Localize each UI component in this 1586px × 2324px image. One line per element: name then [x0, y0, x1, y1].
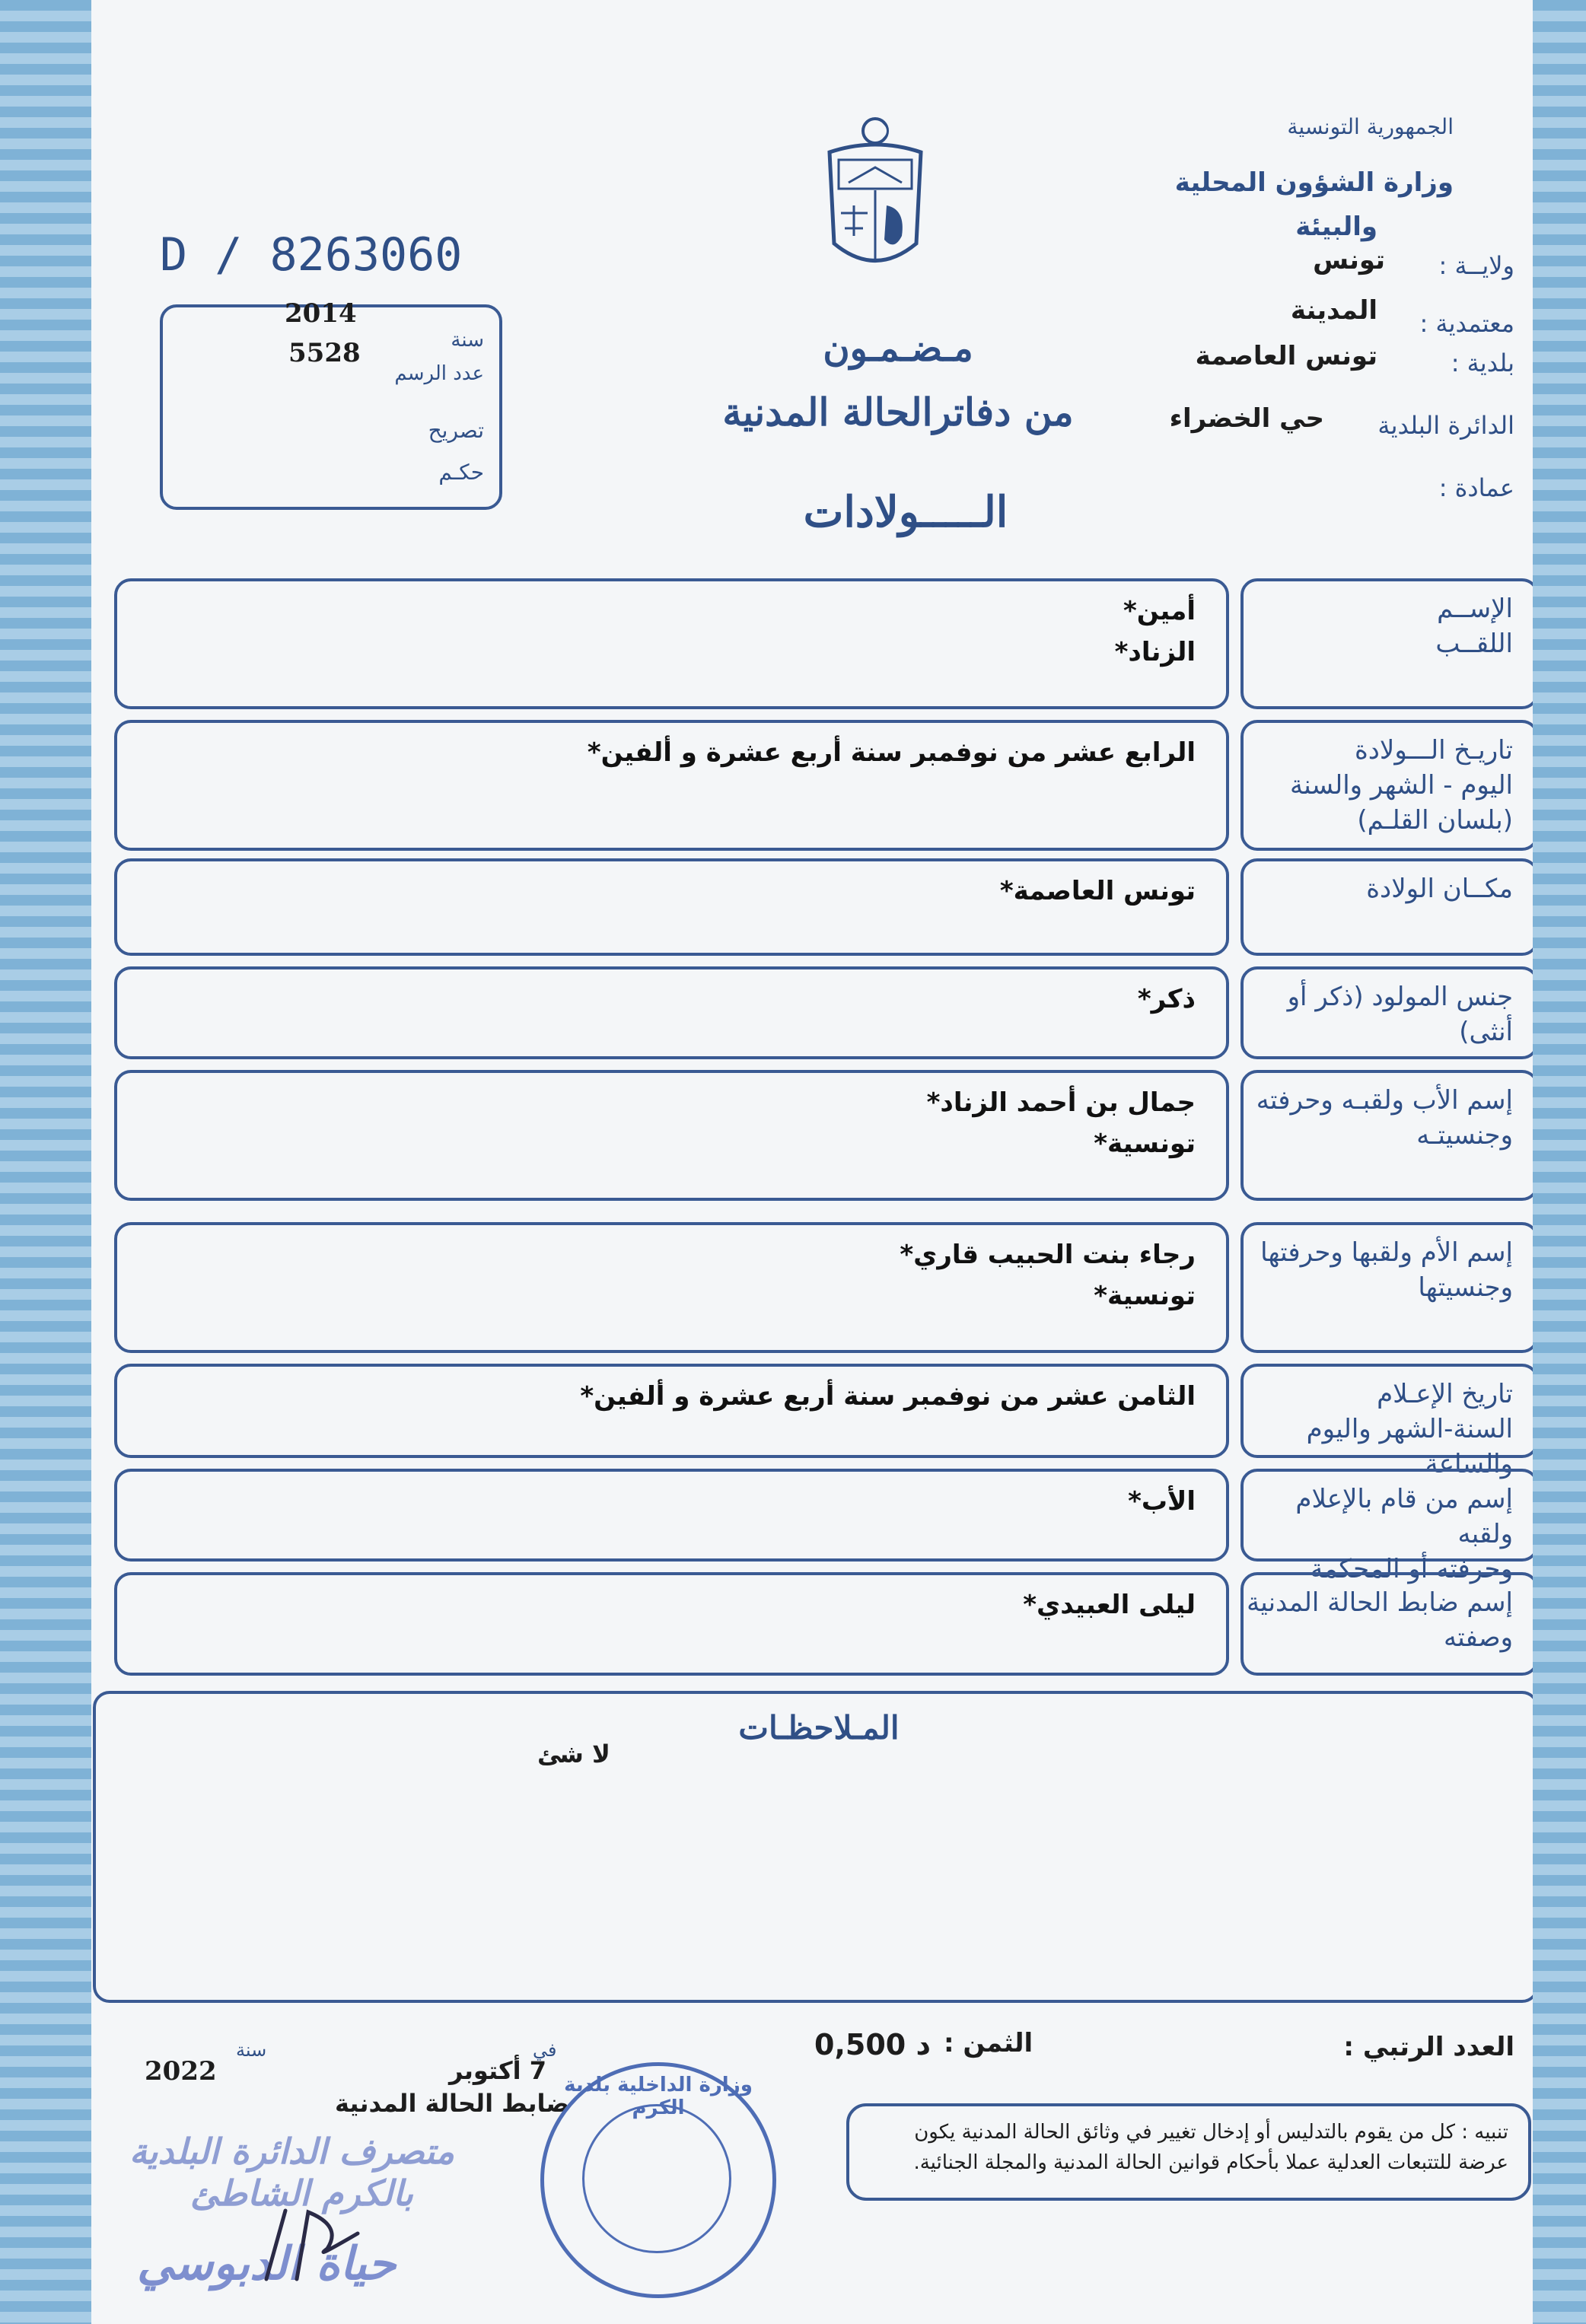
signatory-line1: متصرف الدائرة البلدية — [129, 2131, 455, 2172]
year-label: سنة — [451, 329, 484, 352]
remarks-value: لا شئ — [537, 1740, 610, 1768]
daira-label: الدائرة البلدية — [1377, 411, 1514, 440]
field-value: تونس العاصمة* — [999, 876, 1196, 906]
footer-year: 2022 — [145, 2056, 217, 2087]
warning-box — [846, 2103, 1531, 2201]
number-label: عدد الرسم — [394, 362, 484, 385]
signatory-line2: بالكرم الشاطئ — [190, 2173, 413, 2214]
judgment-label: حكـم — [438, 460, 484, 485]
field-label: وجنسيتـه — [1416, 1119, 1513, 1151]
republic-label: الجمهورية التونسية — [1287, 114, 1454, 139]
field-label: إسم الأم ولقبها وحرفتها — [1260, 1237, 1513, 1268]
decorative-border-left — [0, 0, 91, 2324]
field-value-box — [114, 1364, 1229, 1458]
ministry-line2: والبيئة — [1295, 212, 1377, 242]
field-label: الإســم — [1437, 594, 1513, 624]
field-label: السنة-الشهر واليوم والساعة — [1306, 1413, 1513, 1479]
baladia-label: بلدية : — [1451, 349, 1514, 377]
field-label: إسم الأب ولقبـه وحرفته — [1256, 1085, 1513, 1116]
title-line1: مـضـمـون — [823, 327, 973, 370]
field-value-box — [114, 1469, 1229, 1562]
price-value: 0,500 د — [814, 2028, 931, 2061]
signature-icon — [251, 2203, 373, 2287]
date-value: 7 أكتوبر — [449, 2056, 547, 2085]
field-label-box — [1240, 1070, 1539, 1201]
official-stamp-icon — [540, 2062, 776, 2298]
field-value: جمال بن أحمد الزناد* — [926, 1087, 1196, 1118]
field-label: اليوم - الشهر والسنة — [1290, 769, 1513, 801]
wilaya-value: تونس — [1313, 245, 1385, 275]
field-label-box — [1240, 1364, 1539, 1479]
field-label-box — [1240, 578, 1539, 709]
omada-label: عمادة : — [1438, 473, 1514, 502]
date-in-label: في — [533, 2039, 557, 2061]
field-label: (بلسان القلـم) — [1357, 804, 1513, 836]
baladia-value: تونس العاصمة — [1195, 341, 1377, 371]
field-label: مكــان الولادة — [1366, 874, 1513, 904]
field-label: إسم ضابط الحالة المدنية — [1247, 1587, 1513, 1618]
field-value-box — [114, 1070, 1229, 1201]
field-label: إسم من قام بالإعلام ولقبه — [1295, 1484, 1513, 1549]
field-label: اللقــب — [1435, 628, 1513, 659]
signatory-name: حياة الدبوسي — [137, 2237, 396, 2291]
remarks-box — [93, 1691, 1539, 2003]
warning-text: تنبيه : كل من يقوم بالتدليس أو إدخال تغيير في وثائق الحالة المدنية يكون عرضة للتتبعات العدلية عملا بأحكام قوانين الحالة المدنية والمجلة الجنائية. — [913, 2121, 1508, 2175]
serial-number: D / 8263060 — [160, 228, 463, 282]
document-page — [46, 0, 1560, 2324]
decorative-border-right — [1533, 0, 1586, 2324]
motamadia-value: المدينة — [1290, 295, 1377, 326]
field-value: الثامن عشر من نوفمبر سنة أربع عشرة و ألفين* — [580, 1381, 1196, 1412]
coat-of-arms-icon — [822, 114, 928, 282]
ministry-line1: وزارة الشؤون المحلية — [1174, 167, 1454, 198]
field-label: تاريخ الإعـلام — [1377, 1379, 1513, 1409]
number-value: 5528 — [288, 338, 361, 368]
price-label: الثمن : — [944, 2028, 1033, 2058]
field-label-box — [1240, 720, 1539, 851]
field-value: تونسية* — [1094, 1129, 1196, 1160]
field-value: الرابع عشر من نوفمبر سنة أربع عشرة و ألفين* — [587, 737, 1196, 768]
field-label-box — [1240, 1572, 1539, 1676]
serial-order-label: العدد الرتبي : — [1343, 2032, 1514, 2062]
field-label-box — [1240, 1469, 1539, 1584]
year-word: سنة — [236, 2039, 267, 2061]
remarks-title: المـلاحظـات — [738, 1709, 900, 1746]
daira-value: حي الخضراء — [1169, 403, 1324, 434]
field-label-box — [1240, 1222, 1539, 1353]
field-label-box — [1240, 858, 1539, 956]
declaration-label: تصريح — [428, 418, 484, 443]
motamadia-label: معتمدية : — [1419, 309, 1514, 338]
title-line2: من دفاترالحالة المدنية — [722, 390, 1074, 435]
field-label: جنس المولود (ذكر أو أنثى) — [1287, 982, 1513, 1047]
field-value: ذكر* — [1137, 984, 1196, 1014]
field-label: وصفته — [1444, 1622, 1513, 1653]
field-value: رجاء بنت الحبيب قاري* — [900, 1240, 1196, 1270]
field-value-box — [114, 1222, 1229, 1353]
field-value: تونسية* — [1094, 1281, 1196, 1312]
record-box — [160, 298, 502, 510]
field-label: وحرفته أو المحكمة — [1310, 1553, 1513, 1584]
field-label: تاريـخ الـــولادة — [1354, 735, 1513, 766]
field-value-box — [114, 578, 1229, 709]
field-value: الزناد* — [1114, 637, 1196, 668]
field-value-box — [114, 1572, 1229, 1676]
field-value-box — [114, 720, 1229, 851]
stamp-text: وزارة الداخلية بلدية الكرم — [564, 2074, 753, 2119]
wilaya-label: ولايــة : — [1438, 251, 1514, 280]
field-value: أمين* — [1123, 596, 1196, 626]
field-label-box — [1240, 966, 1539, 1059]
field-value: الأب* — [1128, 1486, 1196, 1517]
field-value: ليلى العبيدي* — [1023, 1590, 1196, 1620]
field-value-box — [114, 858, 1229, 956]
field-value-box — [114, 966, 1229, 1059]
officer-title: ضابط الحالة المدنية — [335, 2089, 570, 2118]
section-title: الـــــولادات — [803, 487, 1008, 537]
year-value: 2014 — [285, 298, 357, 329]
field-label: وجنسيتها — [1418, 1272, 1513, 1303]
